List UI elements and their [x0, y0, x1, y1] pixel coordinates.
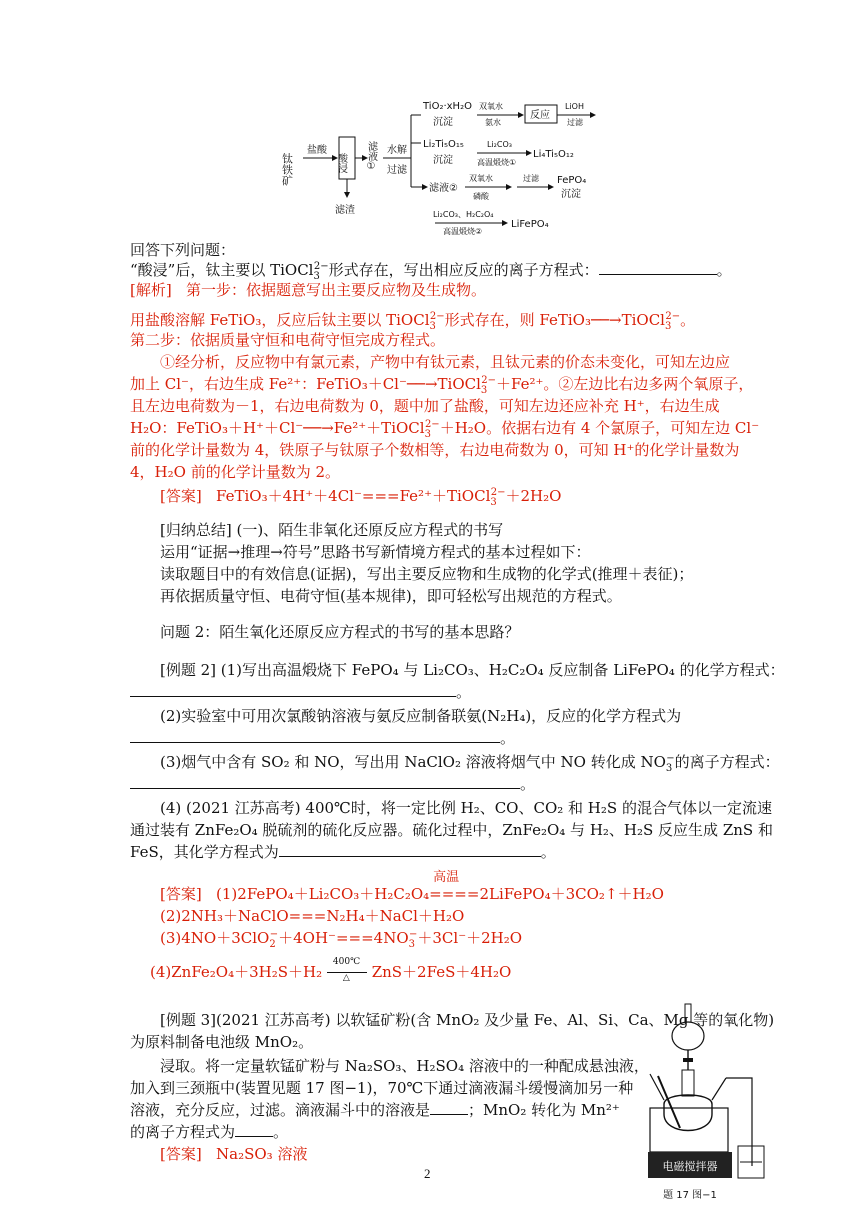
stirrer-label: 电磁搅拌器	[662, 1160, 718, 1173]
blank-2	[130, 728, 500, 743]
flow-filtrate1: 滤液①	[365, 141, 377, 172]
flow-lifepo4: LiFePO₄	[511, 219, 549, 230]
analysis-p2: 加上 Cl⁻，右边生成 Fe²⁺：FeTiO₃＋Cl⁻──→TiOCl$_3^{2-}$＋Fe²⁺。②左边比右边多两个氧原子，	[130, 375, 754, 396]
analysis-label: [解析]	[130, 281, 172, 299]
flow-precip: 沉淀	[433, 117, 453, 128]
answer2-2: (2)2NH₃＋NaClO===N₂H₄＋NaCl＋H₂O	[160, 907, 465, 925]
answer2-3a: (3)4NO＋3ClO	[160, 929, 270, 947]
example2-2-blank: 。	[130, 728, 742, 748]
analysis-p4: H₂O：FeTiO₃＋H⁺＋Cl⁻──→Fe²⁺＋TiOCl$_3^{2-}$＋H₂O。依据右边有 4 个氯原子，可知左边 Cl⁻	[130, 419, 760, 440]
answer3-label: [答案]	[160, 1145, 202, 1163]
apparatus-figure	[628, 996, 768, 1210]
blank-3	[130, 774, 520, 789]
flow-hydrolysis: 水解	[387, 145, 407, 156]
flow-precip3: 沉淀	[561, 189, 581, 200]
example2-3-blank: 。	[130, 774, 742, 794]
example3-5a: 溶液，充分反应，过滤。滴液漏斗中的溶液是	[130, 1101, 431, 1119]
example3-5	[130, 1100, 620, 1120]
blank-6	[235, 1122, 273, 1137]
answer2-4a: (4)ZnFe₂O₄＋3H₂S＋H₂	[150, 963, 323, 981]
condition-high-temp: 高温 ====	[429, 870, 480, 903]
blank-1	[130, 682, 456, 697]
example3-3: 浸取。将一定量软锰矿粉与 Na₂SO₃、H₂SO₄ 溶液中的一种配成悬浊液，	[160, 1057, 649, 1075]
example2-1: [例题 2] (1)写出高温煅烧下 FePO₄ 与 Li₂CO₃、H₂C₂O₄ 反应制备 LiFePO₄ 的化学方程式：	[160, 661, 785, 679]
flow-reaction: 反应	[530, 110, 550, 121]
example2-4a: (4) (2021 江苏高考) 400℃时，将一定比例 H₂、CO、CO₂ 和 H₂S 的混合气体以一定流速	[160, 799, 772, 817]
analysis-p2b: ＋Fe²⁺。②左边比右边多两个氧原子，	[496, 375, 754, 393]
example3-6	[130, 1122, 620, 1142]
figure-caption: 题 17 图−1	[663, 1190, 717, 1201]
condition-400c-text: 400℃	[332, 957, 361, 967]
flow-filter: 过滤	[387, 165, 407, 176]
answer2-1b: 2LiFePO₄＋3CO₂↑＋H₂O	[479, 885, 664, 903]
summary-title: [归纳总结] (一)、陌生非氧化还原反应方程式的书写	[160, 521, 504, 539]
flow-li2co3: Li₂CO₃	[487, 140, 512, 149]
condition-400c: 400℃ △	[327, 962, 367, 982]
example2-2: (2)实验室中可用次氯酸钠溶液与氨反应制备联氨(N₂H₄)，反应的化学方程式为	[160, 707, 682, 725]
analysis-p5: 前的化学计量数为 4，铁原子与钛原子个数相等，右边电荷数为 0，可知 H⁺的化学计量数为	[130, 441, 740, 459]
example3-1: [例题 3](2021 江苏高考) 以软锰矿粉(含 MnO₂ 及少量 Fe、Al、Si、Ca、Mg 等的氧化物)	[160, 1011, 775, 1029]
flow-precip2: 沉淀	[433, 155, 453, 166]
analysis-p4a: H₂O：FeTiO₃＋H⁺＋Cl⁻──→Fe²⁺＋TiOCl	[130, 419, 425, 437]
answer-blank	[599, 260, 717, 275]
flow-ammonia: 氨水	[485, 118, 501, 127]
answer2-1a: (1)2FePO₄＋Li₂CO₃＋H₂C₂O₄	[216, 885, 430, 903]
example3-2: 为原料制备电池级 MnO₂。	[130, 1033, 314, 1051]
example2-3-text: (3)烟气中含有 SO₂ 和 NO，写出用 NaClO₂ 溶液将烟气中 NO 转化成 NO	[160, 753, 666, 771]
question-stem-text2: 形式存在，写出相应反应的离子方程式：	[328, 261, 599, 279]
answer2-4b: ZnS＋2FeS＋4H₂O	[371, 963, 512, 981]
answer2-label: [答案]	[160, 885, 202, 903]
process-flowchart	[280, 95, 615, 236]
flow-fepo4: FePO₄	[557, 175, 587, 186]
condition-text: 高温	[433, 870, 460, 885]
analysis-line2b: 形式存在，则 FeTiO₃──→TiOCl	[444, 311, 665, 329]
example3-5b: ；MnO₂ 转化为 Mn²⁺	[468, 1101, 620, 1119]
flow-reagents2: Li₂CO₃、H₂C₂O₄	[433, 210, 494, 219]
flow-residue: 滤渣	[335, 205, 355, 216]
example3-6-end: 。	[273, 1123, 289, 1141]
analysis-step1	[130, 280, 742, 300]
question-intro: 回答下列问题：	[130, 241, 236, 259]
question-stem-text: “酸浸”后，钛主要以 TiOCl	[130, 261, 314, 279]
summary-2: 读取题目中的有效信息(证据)，写出主要反应物和生成物的化学式(推理＋表征)；	[160, 565, 694, 583]
analysis-line2: 用盐酸溶解 FeTiO₃，反应后钛主要以 TiOCl$_3^{2-}$形式存在，则 FeTiO₃──→TiOCl$_3^{2-}$。	[130, 311, 696, 332]
flow-filter2: 过滤	[567, 118, 583, 127]
flow-h2o2-2: 双氧水	[469, 174, 493, 183]
summary-3: 再依据质量守恒、电荷守恒(基本规律)，即可轻松写出规范的方程式。	[160, 587, 622, 605]
summary-1: 运用“证据→推理→符号”思路书写新情境方程式的基本过程如下：	[160, 543, 591, 561]
example3-4: 加入到三颈瓶中(装置见题 17 图−1)，70℃下通过滴液漏斗缓慢滴加另一种	[130, 1079, 634, 1097]
flow-leach: 酸浸	[335, 153, 347, 173]
answer1-label: [答案]	[160, 487, 202, 505]
flow-calcine1: 高温煅烧①	[477, 158, 517, 167]
answer2-3c: ＋3Cl⁻＋2H₂O	[417, 929, 523, 947]
blank-4	[279, 842, 541, 857]
analysis-step1-text: 第一步：依据题意写出主要反应物及生成物。	[186, 281, 487, 299]
flow-feed: 钛铁矿	[280, 153, 294, 186]
flow-calcine2: 高温煅烧②	[443, 227, 483, 236]
flow-li2ti5o15: Li₂Ti₅O₁₅	[423, 139, 464, 150]
page-number: 2	[424, 1166, 431, 1181]
example2-3-text2: 的离子方程式：	[674, 753, 780, 771]
analysis-p4b: ＋H₂O。依据右边有 4 个氯原子，可知左边 Cl⁻	[439, 419, 760, 437]
example2-1-blank: 。	[130, 682, 742, 702]
analysis-p6: 4，H₂O 前的化学计量数为 2。	[130, 463, 341, 481]
answer1: [答案] FeTiO₃＋4H⁺＋4Cl⁻===Fe²⁺＋TiOCl$_3^{2-}$＋2H₂O	[160, 487, 562, 508]
question-stem: “酸浸”后，钛主要以 TiOCl$_3^{2-}$形式存在，写出相应反应的离子方程式： 。	[130, 261, 732, 282]
answer2-1	[160, 870, 772, 904]
analysis-line2a: 用盐酸溶解 FeTiO₃，反应后钛主要以 TiOCl	[130, 311, 430, 329]
blank-5	[430, 1100, 468, 1115]
answer1-text: FeTiO₃＋4H⁺＋4Cl⁻===Fe²⁺＋TiOCl	[216, 487, 491, 505]
answer3-text: Na₂SO₃ 溶液	[216, 1145, 308, 1163]
answer2-4	[150, 957, 762, 983]
flow-filter3: 过滤	[523, 174, 539, 183]
flow-tio2: TiO₂·xH₂O	[423, 101, 472, 112]
example2-3: (3)烟气中含有 SO₂ 和 NO，写出用 NaClO₂ 溶液将烟气中 NO 转化成 $NO_3^-$的离子方程式：	[160, 753, 780, 774]
analysis-p1: ①经分析，反应物中有氯元素，产物中有钛元素，且钛元素的价态未变化，可知左边应	[160, 353, 731, 371]
flow-lioh: LiOH	[565, 102, 584, 111]
flow-filtrate2: 滤液②	[429, 183, 458, 194]
example2-4b: 通过装有 ZnFe₂O₄ 脱硫剂的硫化反应器。硫化过程中，ZnFe₂O₄ 与 H₂、H₂S 反应生成 ZnS 和	[130, 821, 773, 839]
flow-phosacid: 磷酸	[473, 192, 489, 201]
flow-h2o2: 双氧水	[479, 102, 503, 111]
answer2-3: $(3)4NO+3ClO_2^-+4OH^-===4NO_3^-+3Cl^-+2H_2O$	[160, 929, 523, 950]
answer2-3b: ＋4OH⁻===4NO	[278, 929, 409, 947]
example2-4c: FeS，其化学方程式为 。	[130, 843, 556, 861]
flow-li4ti5o12: Li₄Ti₅O₁₂	[533, 149, 574, 160]
answer3	[160, 1144, 400, 1164]
analysis-p2a: 加上 Cl⁻，右边生成 Fe²⁺：FeTiO₃＋Cl⁻──→TiOCl	[130, 375, 481, 393]
question2: 问题 2：陌生氧化还原反应方程式的书写的基本思路？	[160, 623, 520, 641]
example3-6-text: 的离子方程式为	[130, 1123, 236, 1141]
analysis-step2: 第二步：依据质量守恒和电荷守恒完成方程式。	[130, 331, 446, 349]
answer1-text2: ＋2H₂O	[505, 487, 562, 505]
example2-4c-text: FeS，其化学方程式为	[130, 843, 279, 861]
analysis-p3: 且左边电荷数为－1，右边电荷数为 0，题中加了盐酸，可知左边还应补充 H⁺，右边生成	[130, 397, 720, 415]
flow-acid: 盐酸	[307, 145, 327, 156]
